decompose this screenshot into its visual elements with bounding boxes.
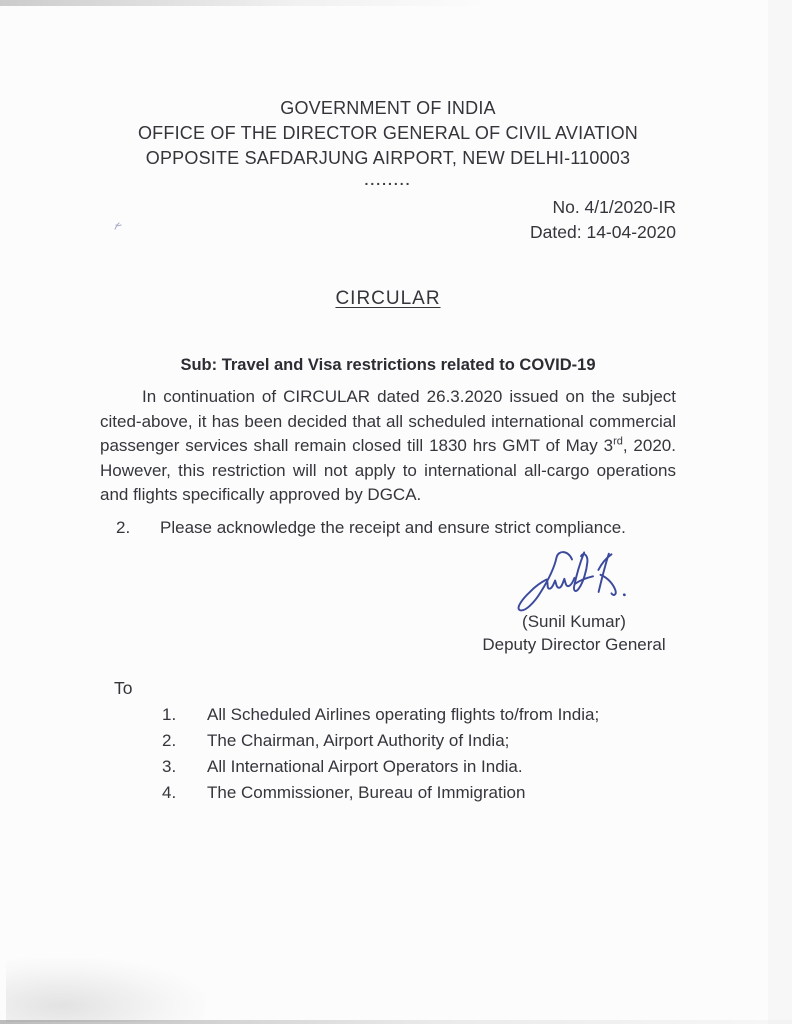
body-paragraph-2 xyxy=(100,516,676,540)
list-item-text: All Scheduled Airlines operating flights to/from India; xyxy=(207,704,600,724)
document-title xyxy=(100,288,676,310)
list-item xyxy=(100,702,676,728)
list-item xyxy=(100,754,676,780)
scan-artifact-bottom-edge xyxy=(0,1020,792,1024)
distribution-list xyxy=(100,702,676,806)
list-item-number: 2. xyxy=(162,730,177,750)
document-date: Dated: 14-04-2020 xyxy=(530,222,676,242)
list-item-text: The Commissioner, Bureau of Immigration xyxy=(207,782,526,802)
list-item-text: All International Airport Operators in India. xyxy=(207,756,523,776)
subject-line: Sub: Travel and Visa restrictions related to COVID-19 xyxy=(180,356,596,374)
paragraph-1-text-continued: , 2020. However, this restriction will not apply to international all-cargo operations and flights specifically approved by DGCA. xyxy=(100,436,676,504)
body-paragraph-1 xyxy=(100,385,676,508)
reference-block xyxy=(100,195,676,245)
signature-block xyxy=(472,546,676,656)
list-item-number: 3. xyxy=(162,756,177,776)
document-content xyxy=(100,0,676,806)
signatory-designation: Deputy Director General xyxy=(482,634,666,654)
paragraph-2-text: Please acknowledge the receipt and ensure strict compliance. xyxy=(160,517,626,537)
signatory-name: (Sunil Kumar) xyxy=(522,611,626,631)
distribution-label: To xyxy=(114,677,133,698)
ordinal-superscript: rd xyxy=(613,435,623,448)
office-name: OFFICE OF THE DIRECTOR GENERAL OF CIVIL AVIATION xyxy=(137,123,638,143)
paragraph-2-number: 2. xyxy=(116,517,131,537)
letterhead xyxy=(100,96,676,171)
list-item-number: 4. xyxy=(162,782,177,802)
list-item xyxy=(100,728,676,754)
office-address: OPPOSITE SAFDARJUNG AIRPORT, NEW DELHI-110003 xyxy=(145,148,631,168)
document-title-text: CIRCULAR xyxy=(335,288,441,309)
scan-artifact-right-streak xyxy=(768,0,792,1024)
list-item xyxy=(100,780,676,806)
signature-icon xyxy=(483,538,660,619)
list-item-number: 1. xyxy=(162,704,177,724)
paragraph-1-text: In continuation of CIRCULAR dated 26.3.2020 issued on the subject cited-above, it has been decided that all scheduled international commercial passenger services shall remain closed till 1830 hrs GMT of May 3 xyxy=(100,387,676,455)
org-name: GOVERNMENT OF INDIA xyxy=(280,98,496,118)
reference-number: No. 4/1/2020-IR xyxy=(552,197,676,217)
list-item-text: The Chairman, Airport Authority of India; xyxy=(207,730,510,750)
separator-dots: ........ xyxy=(364,172,412,188)
scan-artifact-smudge xyxy=(6,958,206,1022)
